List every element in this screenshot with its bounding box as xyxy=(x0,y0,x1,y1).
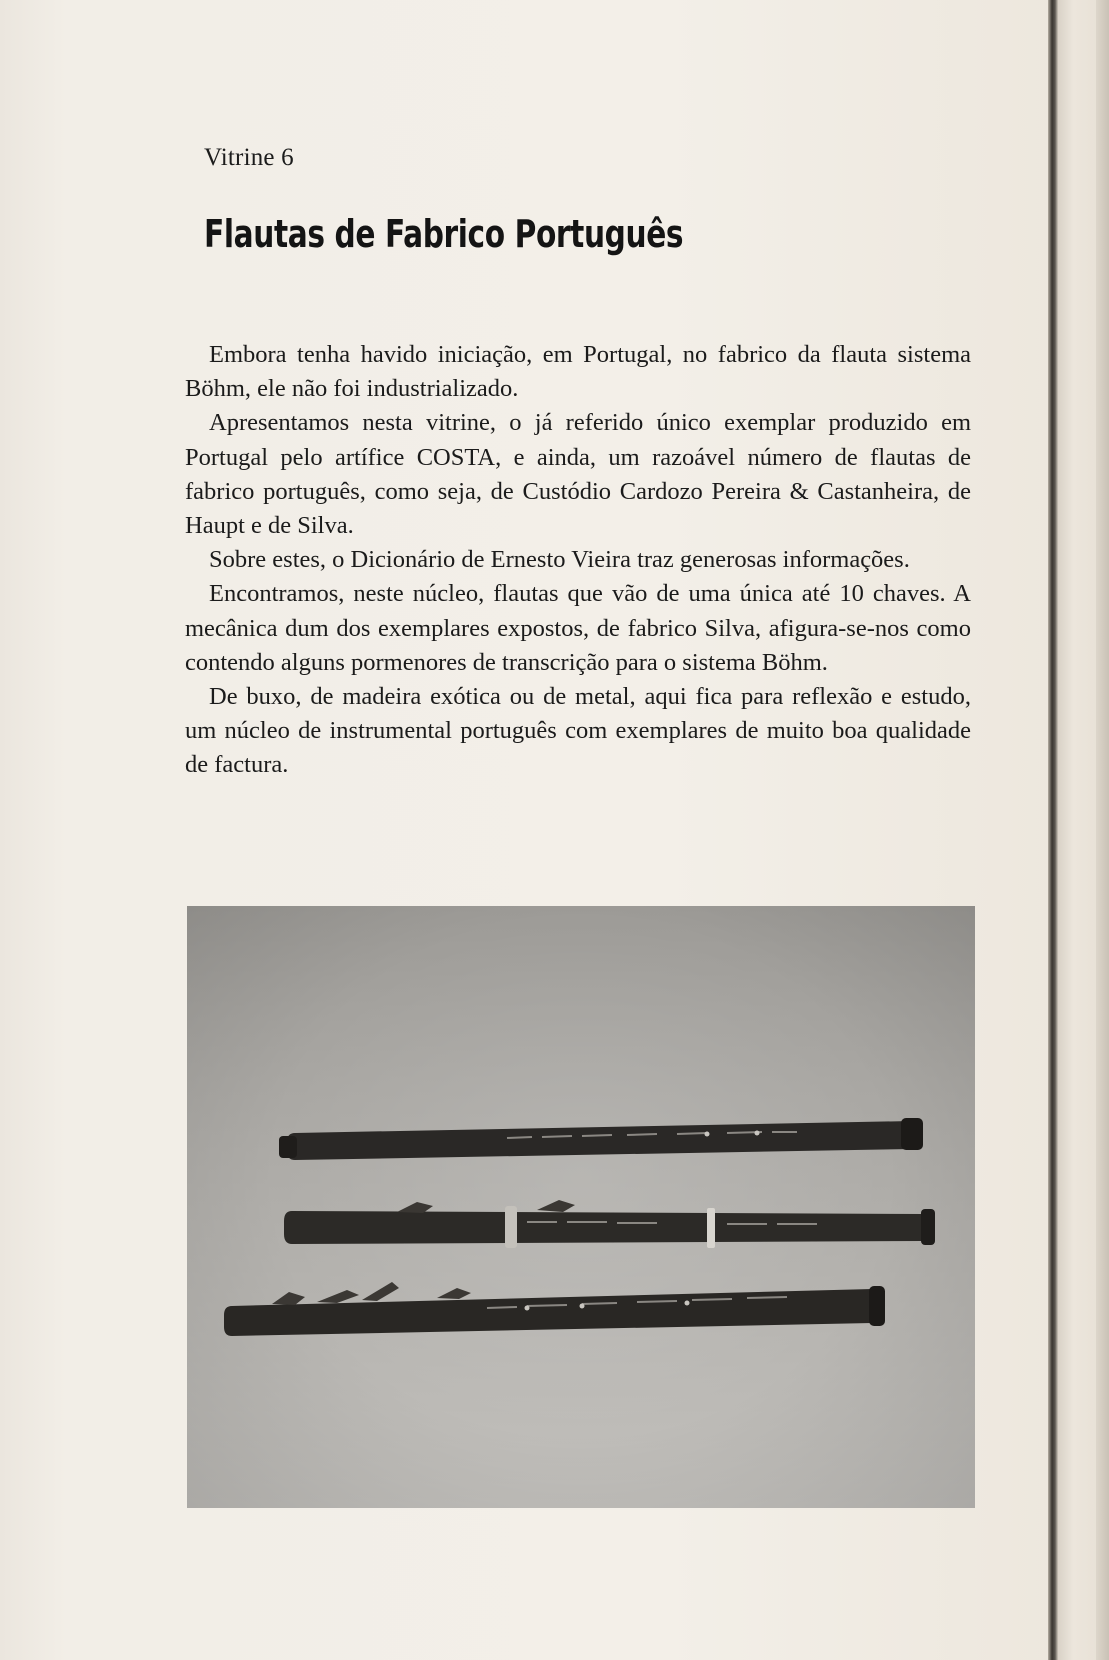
page-gutter-shadow xyxy=(1048,0,1058,1660)
section-label: Vitrine 6 xyxy=(204,144,294,171)
flutes-photograph xyxy=(187,906,975,1508)
paragraph: Sobre estes, o Dicionário de Ernesto Vieira traz generosas informações. xyxy=(209,546,910,574)
page-title: Flautas de Fabrico Português xyxy=(204,212,684,256)
paragraph: De buxo, de madeira exótica ou de metal, aqui fica para reflexão e estudo, um núcleo de instrumental português com exemplares de muito boa qualidade de factura. xyxy=(185,683,971,779)
flutes-illustration xyxy=(187,906,975,1508)
flute-top xyxy=(279,1118,923,1160)
flute-middle xyxy=(284,1200,935,1248)
adjacent-page-border xyxy=(1096,0,1109,1660)
body-text xyxy=(185,338,971,783)
paragraph: Embora tenha havido iniciação, em Portugal, no fabrico da flauta sistema Böhm, ele não foi industrializado. xyxy=(185,341,971,403)
paragraph: Encontramos, neste núcleo, flautas que vão de uma única até 10 chaves. A mecânica dum dos exemplares expostos, de fabrico Silva, afigura-se-nos como contendo alguns pormenores de transcrição para o sistema Böhm. xyxy=(185,580,971,676)
flute-bottom xyxy=(224,1282,885,1336)
paragraph: Apresentamos nesta vitrine, o já referido único exemplar produzido em Portugal pelo artífice COSTA, e ainda, um razoável número de flautas de fabrico português, como seja, de Custódio Cardozo Pereira & Castanheira, de Haupt e de Silva. xyxy=(185,409,971,540)
